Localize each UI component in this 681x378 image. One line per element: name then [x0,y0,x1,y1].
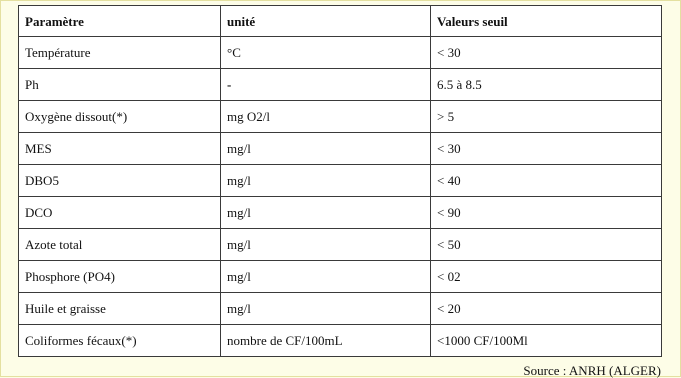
cell-unit: mg O2/l [221,101,431,133]
cell-unit: nombre de CF/100mL [221,325,431,357]
header-unite: unité [221,6,431,37]
table-row [19,37,662,69]
cell-threshold: < 20 [431,293,662,325]
cell-unit: °C [221,37,431,69]
cell-threshold: < 40 [431,165,662,197]
cell-parameter: Huile et graisse [19,293,221,325]
header-parametre: Paramètre [19,6,221,37]
cell-threshold: < 30 [431,133,662,165]
cell-unit: mg/l [221,133,431,165]
cell-unit: mg/l [221,229,431,261]
thresholds-table [18,5,662,357]
table-row [19,133,662,165]
table-row [19,229,662,261]
table-row [19,165,662,197]
cell-parameter: DBO5 [19,165,221,197]
cell-threshold: > 5 [431,101,662,133]
table-row [19,325,662,357]
table-row [19,293,662,325]
cell-threshold: <1000 CF/100Ml [431,325,662,357]
cell-parameter: Coliformes fécaux(*) [19,325,221,357]
table-row [19,261,662,293]
cell-parameter: Température [19,37,221,69]
cell-unit: mg/l [221,293,431,325]
cell-unit: mg/l [221,197,431,229]
header-valeurs-seuil: Valeurs seuil [431,6,662,37]
cell-parameter: Ph [19,69,221,101]
cell-threshold: < 90 [431,197,662,229]
cell-threshold: < 02 [431,261,662,293]
cell-unit: mg/l [221,165,431,197]
table-row [19,69,662,101]
cell-parameter: Azote total [19,229,221,261]
cell-threshold: 6.5 à 8.5 [431,69,662,101]
table-row [19,197,662,229]
cell-threshold: < 30 [431,37,662,69]
cell-parameter: Oxygène dissout(*) [19,101,221,133]
cell-unit: - [221,69,431,101]
source-note: Source : ANRH (ALGER) [523,363,661,378]
cell-parameter: MES [19,133,221,165]
table-row [19,101,662,133]
cell-parameter: DCO [19,197,221,229]
cell-unit: mg/l [221,261,431,293]
cell-parameter: Phosphore (PO4) [19,261,221,293]
cell-threshold: < 50 [431,229,662,261]
table-header-row [19,6,662,37]
